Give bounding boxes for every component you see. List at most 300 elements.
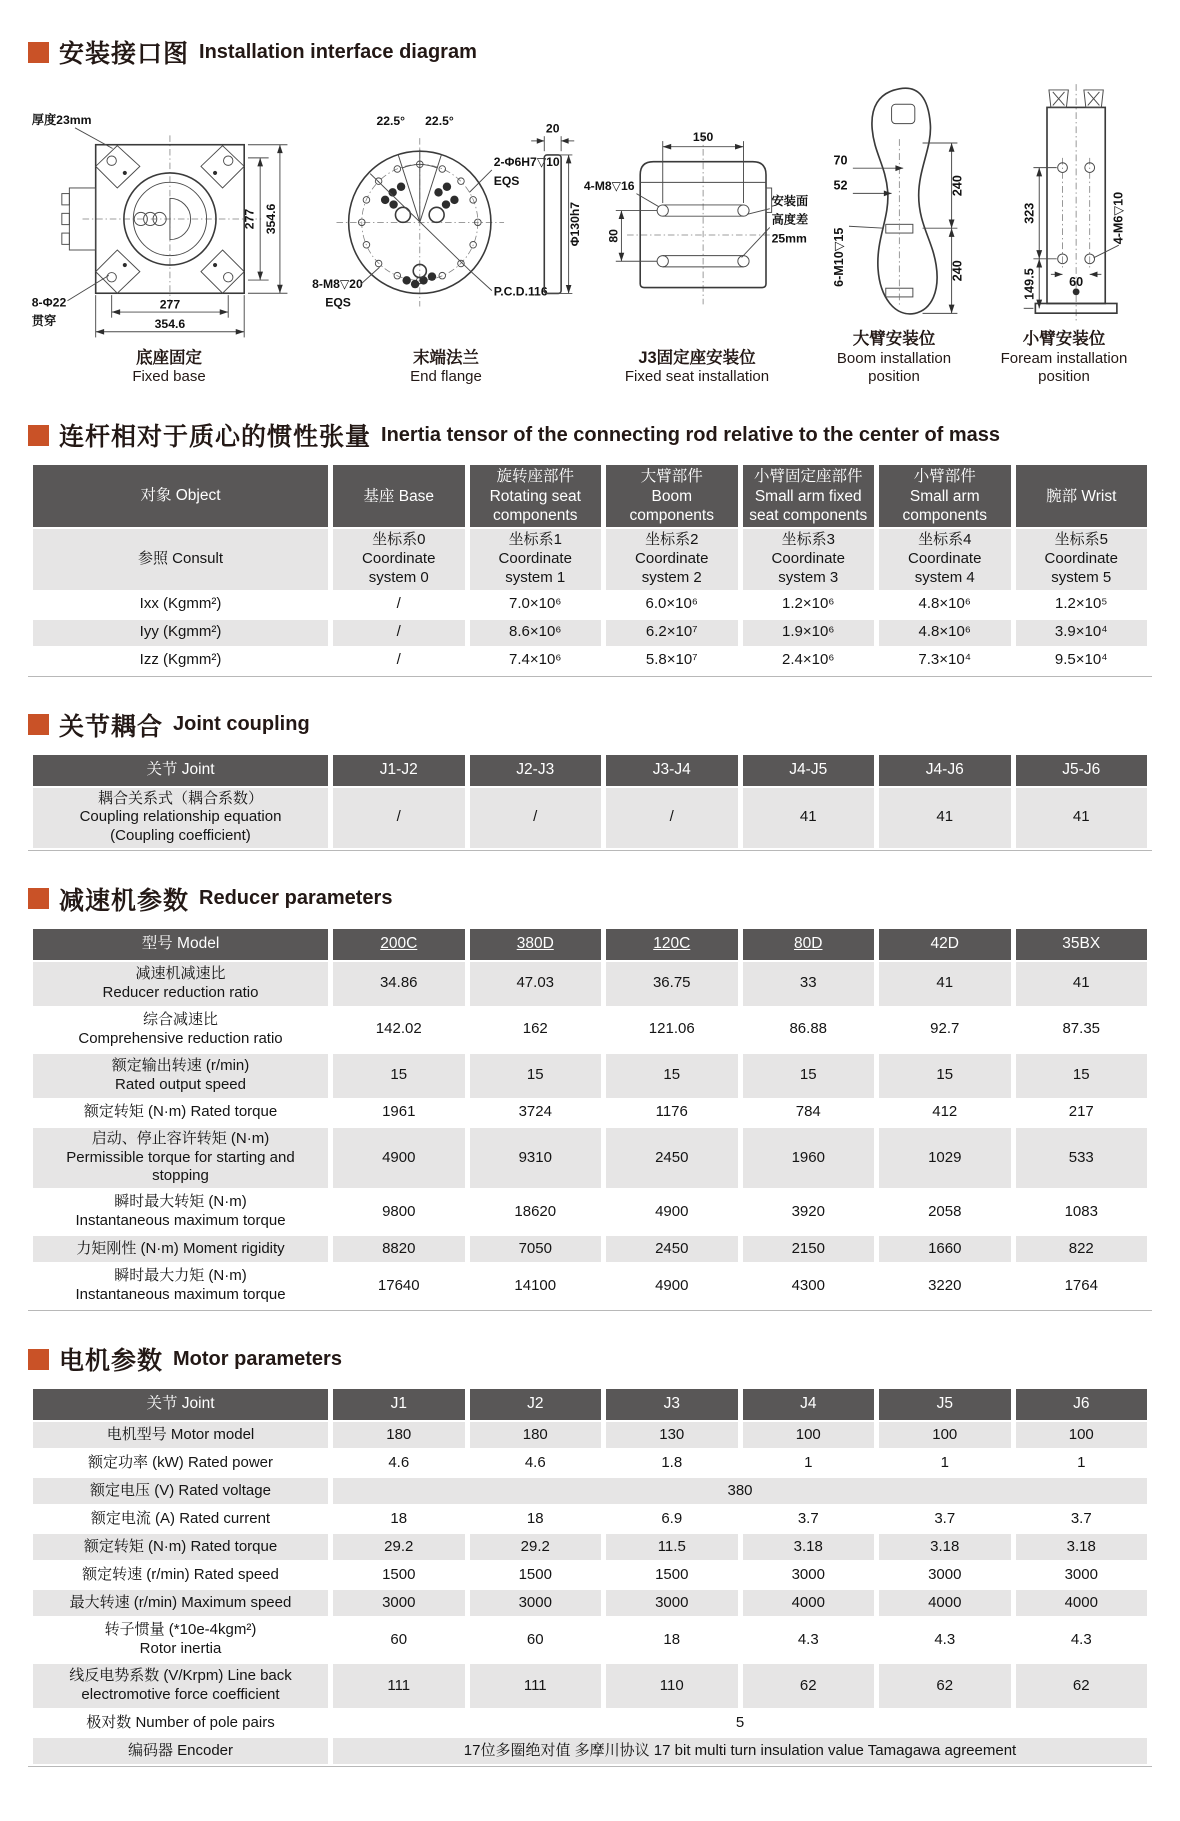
row-label: Izz (Kgmm²) (33, 648, 328, 676)
cell-en: Coordinate system 3 (771, 550, 845, 586)
cell: 2450 (606, 1236, 738, 1264)
section-title-en: Joint coupling (173, 713, 310, 735)
table-row (33, 620, 1147, 648)
cell-zh: 坐标系2 (645, 531, 699, 549)
cell: 2.4×10⁶ (743, 648, 875, 676)
table-row (33, 1054, 1147, 1100)
column-header: J1 (333, 1389, 465, 1422)
row-label: 额定功率 (kW) Rated power (33, 1450, 328, 1478)
cell: 2058 (879, 1190, 1011, 1236)
cell: 3.7 (879, 1506, 1011, 1534)
column-header: J5 (879, 1389, 1011, 1422)
header-zh: 基座 Base (363, 487, 435, 505)
cell-zh: 坐标系4 (918, 531, 972, 549)
caption-zh: 小臂安装位 (1022, 330, 1106, 348)
cell: 3.7 (1016, 1506, 1148, 1534)
dim-label: 60 (1069, 274, 1084, 289)
cell: 47.03 (470, 962, 602, 1008)
section-motor (28, 1341, 1152, 1767)
cell-zh: 坐标系3 (781, 531, 835, 549)
table-row (33, 962, 1147, 1008)
table-row (33, 1590, 1147, 1618)
section-coupling (28, 707, 1152, 851)
header-zh: 大臂部件 (640, 468, 703, 486)
cell: 60 (470, 1618, 602, 1664)
cell: 3000 (606, 1590, 738, 1618)
coupling-table (28, 755, 1152, 851)
row-label: 额定电流 (A) Rated current (33, 1506, 328, 1534)
cell: 162 (470, 1008, 602, 1054)
cell: 15 (606, 1054, 738, 1100)
figure-forearm (976, 82, 1152, 387)
row-label-en: (Coupling coefficient) (110, 827, 251, 844)
header-zh: 小臂固定座部件 (753, 468, 863, 486)
cell: 8.6×10⁶ (470, 620, 602, 648)
column-header: 80D (743, 929, 875, 962)
angle-label: 22.5° (376, 113, 406, 128)
row-label (33, 1664, 328, 1710)
section-heading-inertia (28, 417, 1152, 453)
table-row (33, 1128, 1147, 1190)
table-row (33, 1264, 1147, 1310)
column-header: 关节 Joint (33, 755, 328, 788)
cell (879, 529, 1011, 591)
table-row (33, 592, 1147, 620)
cell: 1083 (1016, 1190, 1148, 1236)
section-title-en: Inertia tensor of the connecting rod relative to the center of mass (381, 423, 1001, 446)
caption-en: Fixed seat installation (624, 368, 770, 386)
row-label (33, 1236, 328, 1264)
cell: 3724 (470, 1100, 602, 1128)
cell (470, 529, 602, 591)
column-header: J1-J2 (333, 755, 465, 788)
inertia-table (28, 465, 1152, 676)
cell: 36.75 (606, 962, 738, 1008)
cell: 15 (743, 1054, 875, 1100)
cell-zh: 坐标系1 (508, 531, 562, 549)
cell-span: 380 (333, 1478, 1147, 1506)
row-label-en: Coupling relationship equation (79, 808, 282, 826)
row-label: Ixx (Kgmm²) (33, 592, 328, 620)
cell-en: Coordinate system 2 (635, 550, 709, 586)
row-label-en: Reducer reduction ratio (102, 983, 259, 1001)
section-bullet-icon (28, 714, 49, 735)
cell: 18 (333, 1506, 465, 1534)
column-header: 对象 Object (33, 465, 328, 529)
cell: 4900 (333, 1128, 465, 1190)
cell (743, 529, 875, 591)
cell: 9.5×10⁴ (1016, 648, 1148, 676)
cell: 180 (470, 1422, 602, 1450)
note-label: 高度差 (771, 212, 809, 227)
dim-label: 354.6 (154, 316, 186, 331)
table-row (33, 1478, 1147, 1506)
cell: 3000 (470, 1590, 602, 1618)
section-heading-motor (28, 1341, 1152, 1377)
column-header: J2-J3 (470, 755, 602, 788)
end-flange-drawing (310, 110, 582, 344)
cell: / (333, 620, 465, 648)
cell: 4000 (879, 1590, 1011, 1618)
section-installation (28, 34, 1152, 387)
section-heading-installation (28, 34, 1152, 70)
row-label: 编码器 Encoder (33, 1738, 328, 1766)
angle-label: 22.5° (425, 113, 454, 128)
section-title-en: Reducer parameters (199, 887, 393, 910)
thickness-label: 厚度23mm (31, 112, 92, 127)
figure-fixed-base (28, 109, 310, 387)
forearm-drawing (981, 82, 1146, 325)
cell: 6.0×10⁶ (606, 592, 738, 620)
cell: 15 (1016, 1054, 1148, 1100)
row-label: 额定电压 (V) Rated voltage (33, 1478, 328, 1506)
cell: 15 (470, 1054, 602, 1100)
dim-label: 150 (692, 129, 714, 144)
hole-callout: 8-M8▽20 (312, 276, 363, 291)
section-title-zh: 安装接口图 (59, 40, 190, 68)
dim-label: 80 (606, 228, 621, 243)
cell: 41 (743, 788, 875, 850)
row-label-en: Instantaneous maximum torque (75, 1286, 286, 1303)
cell: 1.8 (606, 1450, 738, 1478)
cell: 412 (879, 1100, 1011, 1128)
cell: 41 (1016, 962, 1148, 1008)
figure-caption (625, 348, 769, 387)
dim-label: 354.6 (264, 203, 279, 235)
cell: 18 (470, 1506, 602, 1534)
row-label (33, 1100, 328, 1128)
cell: 7.4×10⁶ (470, 648, 602, 676)
row-label-zh: 力矩刚性 (N·m) Moment rigidity (76, 1239, 285, 1257)
column-header (743, 465, 875, 529)
dim-label: 240 (950, 175, 965, 197)
dim-label: 20 (545, 121, 560, 136)
figure-caption (410, 348, 482, 387)
cell (333, 529, 465, 591)
motor-table (28, 1389, 1152, 1767)
figure-boom (812, 83, 976, 387)
table-row (33, 1100, 1147, 1128)
through-label: 贯穿 (31, 313, 57, 328)
bolt-callout: 4-M8▽16 (583, 178, 635, 193)
table-header-row (33, 755, 1147, 788)
column-header: 200C (333, 929, 465, 962)
cell: 9310 (470, 1128, 602, 1190)
row-label-en: Rated output speed (115, 1075, 246, 1093)
cell: 15 (879, 1054, 1011, 1100)
cell: 100 (743, 1422, 875, 1450)
dim-label: 240 (950, 260, 965, 282)
section-bullet-icon (28, 425, 49, 446)
column-header (470, 465, 602, 529)
cell: 41 (879, 788, 1011, 850)
table-row (33, 1236, 1147, 1264)
cell: 4900 (606, 1190, 738, 1236)
dim-label: 323 (1022, 202, 1037, 224)
cell: 15 (333, 1054, 465, 1100)
column-header: 型号 Model (33, 929, 328, 962)
row-label (33, 1190, 328, 1236)
cell: 3000 (1016, 1562, 1148, 1590)
dim-label: 70 (833, 153, 848, 168)
header-en: Boom components (629, 487, 714, 524)
cell (606, 529, 738, 591)
cell: 822 (1016, 1236, 1148, 1264)
cell: 1029 (879, 1128, 1011, 1190)
cell: 4000 (743, 1590, 875, 1618)
row-label (33, 1264, 328, 1310)
column-header (879, 465, 1011, 529)
row-label-en: Instantaneous maximum torque (75, 1212, 286, 1229)
figure-end-flange (310, 110, 582, 387)
table-row (33, 1534, 1147, 1562)
cell: 2450 (606, 1128, 738, 1190)
eqs-label: EQS (493, 173, 520, 188)
figure-caption (132, 348, 205, 387)
table-row (33, 1506, 1147, 1534)
table-row (33, 1618, 1147, 1664)
header-zh: 旋转座部件 (496, 468, 574, 486)
cell: 3.7 (743, 1506, 875, 1534)
caption-zh: 末端法兰 (412, 348, 479, 367)
header-zh: 小臂部件 (913, 468, 976, 486)
cell: 62 (1016, 1664, 1148, 1710)
cell: 142.02 (333, 1008, 465, 1054)
cell: 11.5 (606, 1534, 738, 1562)
row-label-zh: 线反电势系数 (V/Krpm) Line back (69, 1667, 292, 1685)
header-zh: 腕部 Wrist (1046, 487, 1117, 505)
cell: 33 (743, 962, 875, 1008)
dim-label: 277 (159, 297, 181, 312)
cell: 121.06 (606, 1008, 738, 1054)
column-header: J4-J5 (743, 755, 875, 788)
row-label (33, 1618, 328, 1664)
cell: 7050 (470, 1236, 602, 1264)
figure-caption (976, 329, 1152, 387)
cell: 18620 (470, 1190, 602, 1236)
table-header-row (33, 465, 1147, 529)
cell: 4300 (743, 1264, 875, 1310)
cell: 2150 (743, 1236, 875, 1264)
cell: 34.86 (333, 962, 465, 1008)
cell: 1.2×10⁶ (743, 592, 875, 620)
cell-en: Coordinate system 5 (1044, 550, 1118, 586)
hole-callout: 2-Φ6H7▽10 (493, 154, 560, 169)
cell: 9800 (333, 1190, 465, 1236)
row-label: 最大转速 (r/min) Maximum speed (33, 1590, 328, 1618)
row-label: 额定转矩 (N·m) Rated torque (33, 1534, 328, 1562)
row-label-en: Rotor inertia (139, 1640, 222, 1657)
cell: / (333, 592, 465, 620)
cell-span: 17位多圈绝对值 多摩川协议 17 bit multi turn insulation value Tamagawa agreement (333, 1738, 1147, 1766)
row-label-zh: 额定转矩 (N·m) Rated torque (83, 1103, 278, 1121)
cell: 3000 (333, 1590, 465, 1618)
pcd-label: P.C.D.116 (493, 284, 548, 299)
caption-en: Boom installation position (836, 349, 952, 386)
reducer-table (28, 929, 1152, 1311)
cell: 29.2 (470, 1534, 602, 1562)
header-en: Rotating seat components (489, 487, 581, 524)
cell: 62 (743, 1664, 875, 1710)
cell: 18 (606, 1618, 738, 1664)
caption-en: End flange (410, 368, 482, 386)
cell: 87.35 (1016, 1008, 1148, 1054)
row-label (33, 1008, 328, 1054)
cell: 86.88 (743, 1008, 875, 1054)
section-bullet-icon (28, 1349, 49, 1370)
row-label-zh: 转子惯量 (*10e-4kgm²) (104, 1621, 257, 1639)
cell-span: 5 (333, 1710, 1147, 1738)
table-row (33, 1710, 1147, 1738)
cell: 111 (470, 1664, 602, 1710)
row-label-en: Comprehensive reduction ratio (78, 1029, 283, 1047)
row-label-en: Permissible torque for starting and stopping (66, 1148, 295, 1185)
cell: / (470, 788, 602, 850)
section-title-zh: 关节耦合 (59, 712, 164, 741)
cell: 1764 (1016, 1264, 1148, 1310)
eqs-label: EQS (325, 295, 351, 310)
cell: 4.3 (1016, 1618, 1148, 1664)
cell: 17640 (333, 1264, 465, 1310)
cell: 3.9×10⁴ (1016, 620, 1148, 648)
cell: 7.3×10⁴ (879, 648, 1011, 676)
caption-zh: J3固定座安装位 (638, 348, 756, 367)
column-header: 42D (879, 929, 1011, 962)
column-header (1016, 465, 1148, 529)
dim-label: 149.5 (1022, 268, 1037, 300)
cell: / (333, 788, 465, 850)
row-label: 额定转速 (r/min) Rated speed (33, 1562, 328, 1590)
column-header: 35BX (1016, 929, 1148, 962)
cell: 4.8×10⁶ (879, 620, 1011, 648)
cell: 111 (333, 1664, 465, 1710)
cell: 41 (879, 962, 1011, 1008)
section-heading-coupling (28, 707, 1152, 743)
row-label (33, 1128, 328, 1190)
caption-zh: 大臂安装位 (852, 330, 936, 348)
column-header: 380D (470, 929, 602, 962)
row-label-zh: 综合减速比 (142, 1011, 218, 1028)
column-header: J4-J6 (879, 755, 1011, 788)
j3-seat-drawing (582, 109, 812, 344)
cell: 1.9×10⁶ (743, 620, 875, 648)
cell-en: Coordinate system 0 (362, 550, 436, 586)
table-row (33, 1738, 1147, 1766)
column-header: J3 (606, 1389, 738, 1422)
row-label-en: electromotive force coefficient (81, 1686, 280, 1703)
cell: / (333, 648, 465, 676)
cell-zh: 坐标系5 (1054, 531, 1108, 549)
table-row (33, 1450, 1147, 1478)
cell: 217 (1016, 1100, 1148, 1128)
cell: 1176 (606, 1100, 738, 1128)
section-heading-reducer (28, 881, 1152, 917)
row-label (33, 962, 328, 1008)
cell: 1961 (333, 1100, 465, 1128)
cell: 100 (1016, 1422, 1148, 1450)
column-header: J3-J4 (606, 755, 738, 788)
section-bullet-icon (28, 42, 49, 63)
row-label: 参照 Consult (33, 529, 328, 591)
cell: 60 (333, 1618, 465, 1664)
column-header: J2 (470, 1389, 602, 1422)
boom-drawing (814, 83, 974, 325)
cell: 6.2×10⁷ (606, 620, 738, 648)
cell: 1660 (879, 1236, 1011, 1264)
row-label-zh: 耦合关系式（耦合系数） (97, 789, 263, 807)
bolt-callout: 6-M10▽15 (832, 227, 847, 287)
table-row (33, 1008, 1147, 1054)
dim-label: 277 (242, 208, 257, 229)
cell: 4.6 (470, 1450, 602, 1478)
cell: 4.3 (743, 1618, 875, 1664)
installation-figures (28, 82, 1152, 387)
row-label: 电机型号 Motor model (33, 1422, 328, 1450)
cell-en: Coordinate system 1 (498, 550, 572, 586)
column-header (606, 465, 738, 529)
row-label-zh: 减速机减速比 (135, 965, 226, 982)
caption-en: Foream installation position (1000, 349, 1128, 386)
row-label-zh: 启动、停止容许转矩 (N·m) (91, 1129, 270, 1147)
table-row (33, 1562, 1147, 1590)
table-row (33, 788, 1147, 850)
table-row (33, 648, 1147, 676)
column-header: 120C (606, 929, 738, 962)
header-en: Small arm fixed seat components (749, 487, 868, 524)
cell: 3000 (743, 1562, 875, 1590)
cell: 1960 (743, 1128, 875, 1190)
table-header-row (33, 1389, 1147, 1422)
cell-zh: 坐标系0 (372, 531, 426, 549)
cell: 3.18 (1016, 1534, 1148, 1562)
cell: 6.9 (606, 1506, 738, 1534)
cell: 1 (743, 1450, 875, 1478)
cell: 3.18 (743, 1534, 875, 1562)
row-label (33, 788, 328, 850)
cell: 3.18 (879, 1534, 1011, 1562)
cell: 180 (333, 1422, 465, 1450)
cell (1016, 529, 1148, 591)
column-header (333, 465, 465, 529)
cell: 4.8×10⁶ (879, 592, 1011, 620)
column-header: J6 (1016, 1389, 1148, 1422)
section-bullet-icon (28, 888, 49, 909)
table-row (33, 1664, 1147, 1710)
cell: 3000 (879, 1562, 1011, 1590)
cell: 1 (879, 1450, 1011, 1478)
table-header-row (33, 929, 1147, 962)
cell: / (606, 788, 738, 850)
table-row (33, 1422, 1147, 1450)
cell: 4.6 (333, 1450, 465, 1478)
dim-label: Φ130h7 (567, 201, 582, 247)
cell: 100 (879, 1422, 1011, 1450)
section-title-zh: 减速机参数 (59, 886, 190, 915)
cell: 1 (1016, 1450, 1148, 1478)
row-label: 极对数 Number of pole pairs (33, 1710, 328, 1738)
hole-callout: 8-Φ22 (31, 295, 67, 310)
section-title-en: Motor parameters (173, 1347, 342, 1370)
cell: 62 (879, 1664, 1011, 1710)
cell: 8820 (333, 1236, 465, 1264)
cell: 7.0×10⁶ (470, 592, 602, 620)
section-inertia (28, 417, 1152, 676)
figure-j3-seat (582, 109, 812, 387)
cell-en: Coordinate system 4 (908, 550, 982, 586)
cell: 533 (1016, 1128, 1148, 1190)
cell: 5.8×10⁷ (606, 648, 738, 676)
cell: 1500 (606, 1562, 738, 1590)
